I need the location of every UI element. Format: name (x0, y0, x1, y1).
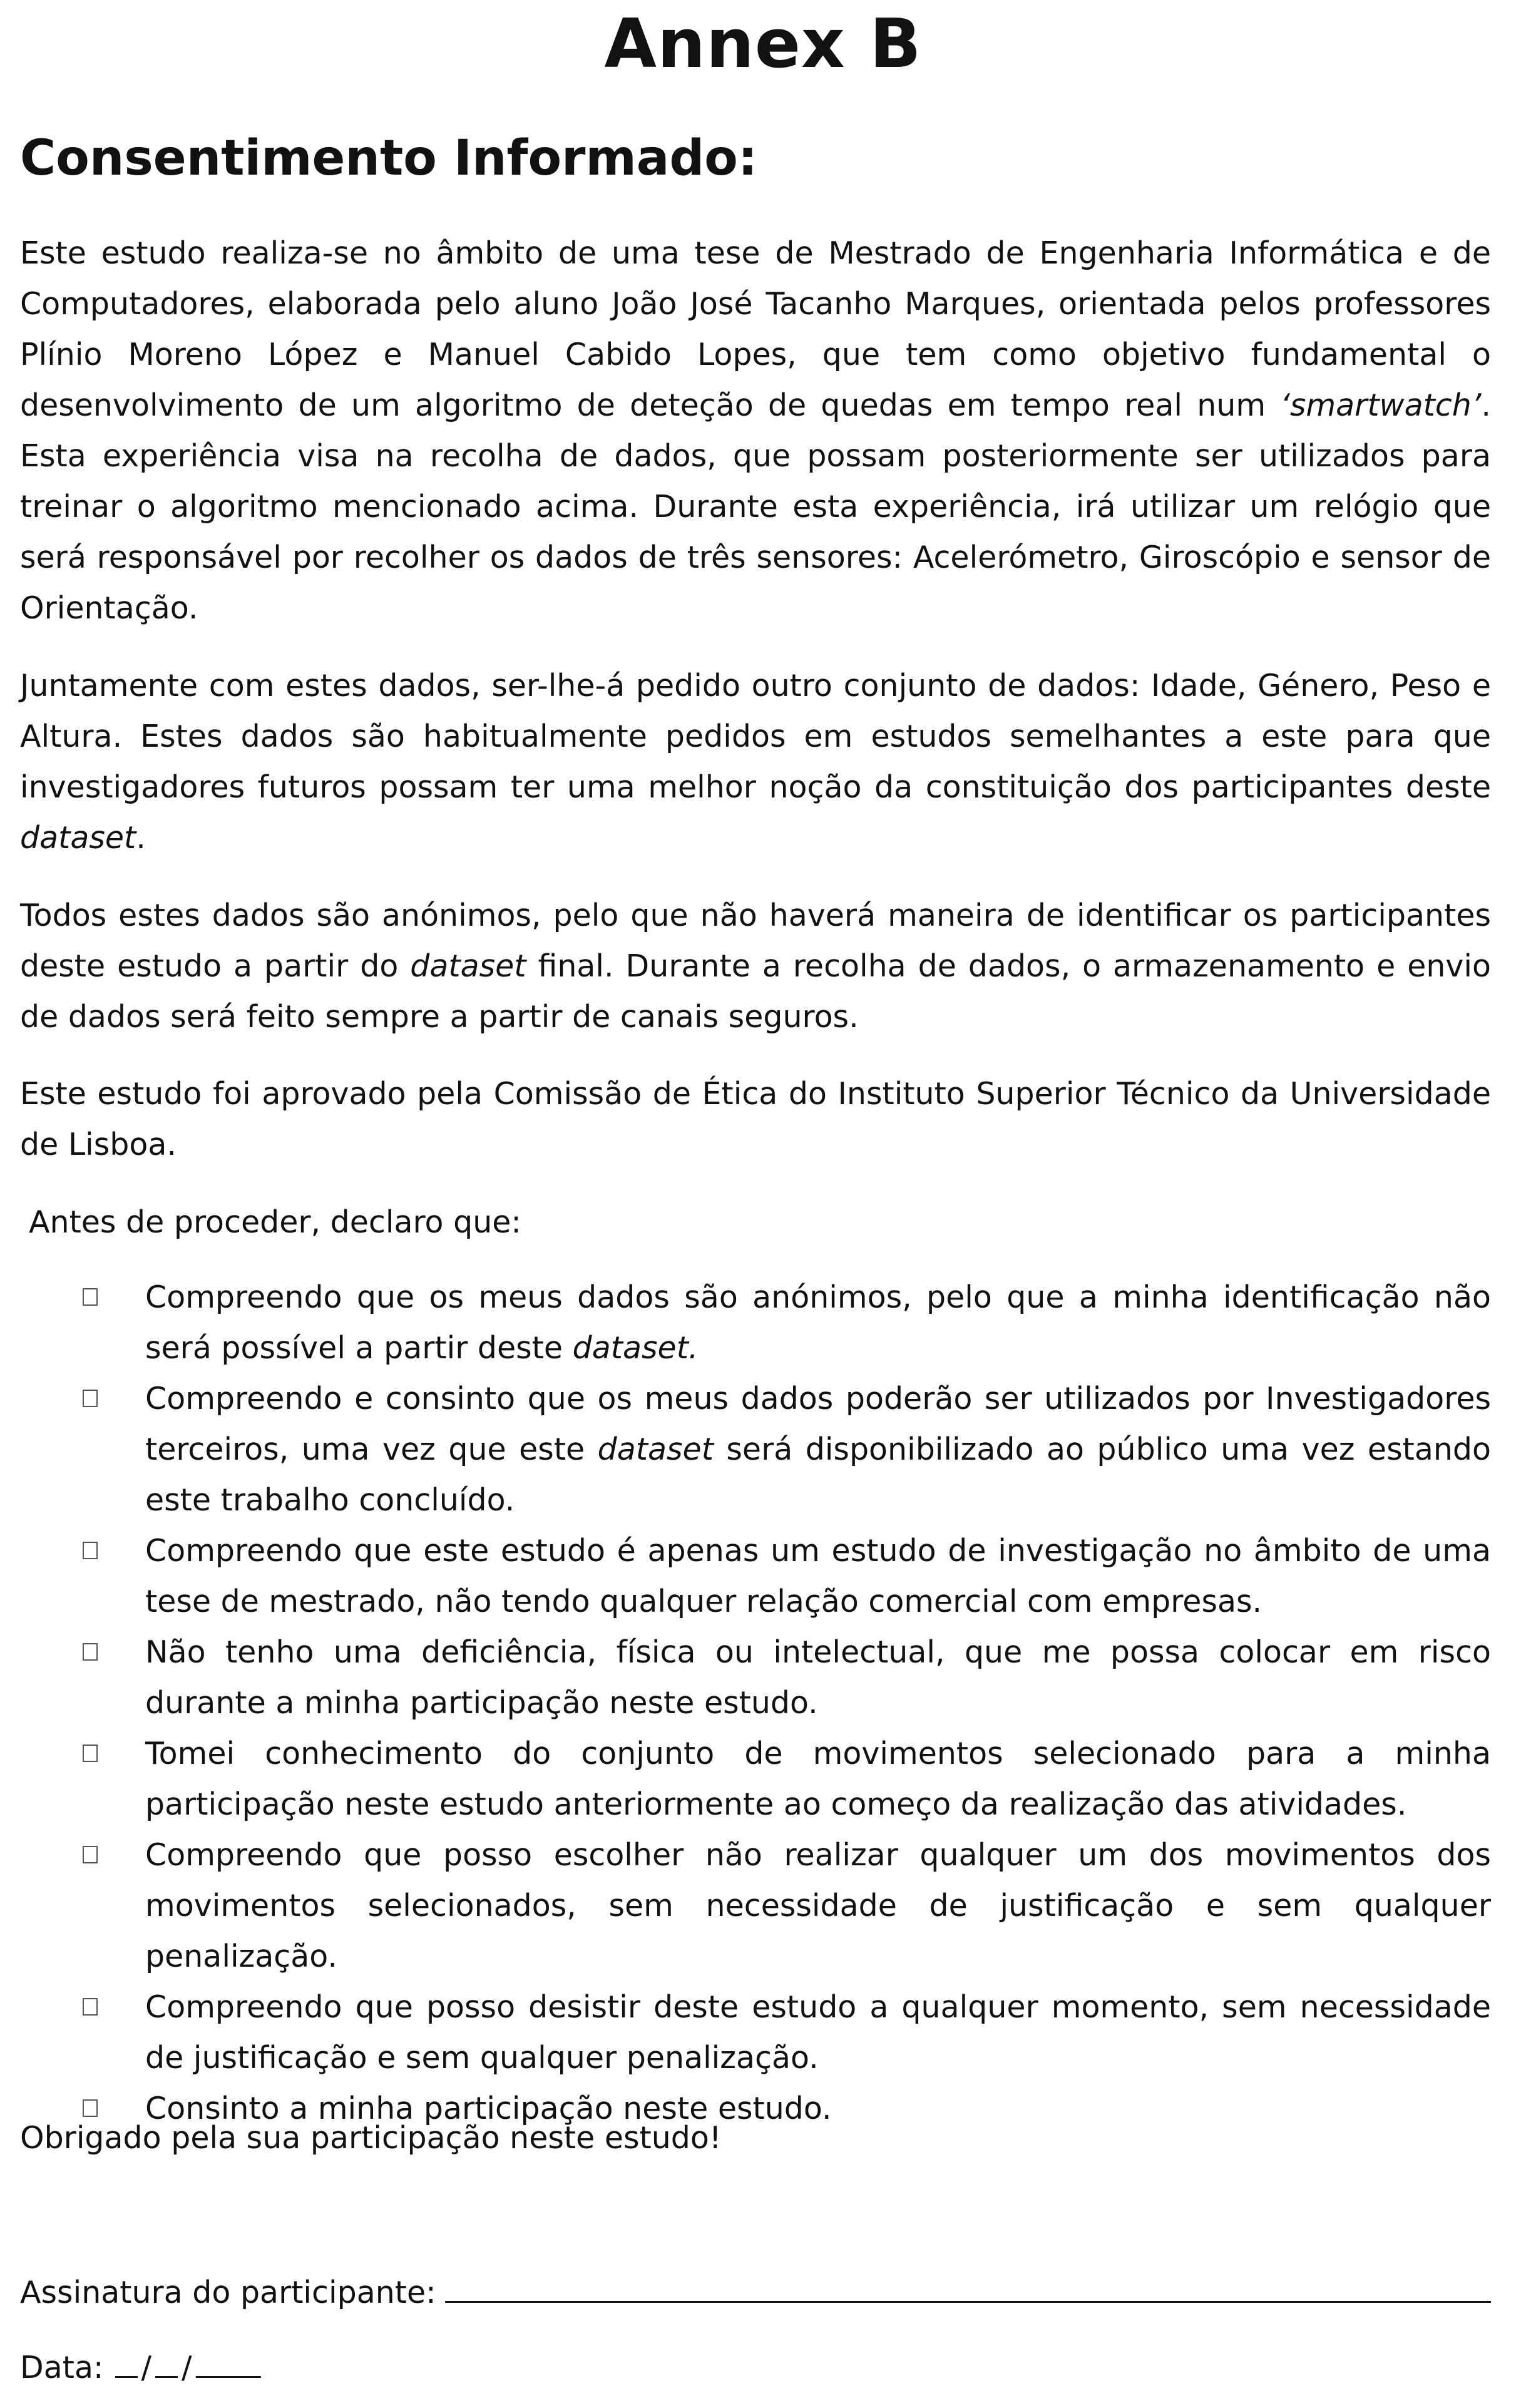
paragraph-emphasis: dataset (20, 820, 136, 856)
paragraph-study-description (20, 228, 1491, 633)
date-label: Data: (20, 2350, 104, 2385)
paragraph-anonymity (20, 890, 1491, 1042)
consent-item (83, 1627, 1491, 1728)
signature-label: Assinatura do participante: (20, 2275, 436, 2310)
paragraph-text: Este estudo realiza-se no âmbito de uma tese de Mestrado de Engenharia Informática e de Computadores, elaborada pelo aluno João José Tacanho Marques, orientada pelos professores Plínio Moreno López e Manuel Cabido Lopes, que tem como objetivo fundamental o desenvolvimento de um algoritmo de deteção de quedas em tempo real num (20, 235, 1491, 423)
section-title: Consentimento Informado: (20, 130, 758, 187)
consent-item (83, 1728, 1491, 1830)
paragraph-text: final. Durante a recolha de dados, o armazenamento e envio de dados será feito sempre a partir de canais seguros. (20, 948, 1491, 1035)
paragraph-text: Todos estes dados são anónimos, pelo que não haverá maneira de identificar os participantes deste estudo a partir do (20, 898, 1491, 984)
thanks-message: Obrigado pela sua participação neste estudo! (20, 2120, 722, 2156)
declaration-intro: Antes de proceder, declaro que: (29, 1204, 521, 1240)
signature-field[interactable] (445, 2266, 1491, 2303)
consent-checkbox[interactable] (83, 1846, 98, 1863)
consent-item-emphasis: dataset (597, 1432, 714, 1467)
consent-item (83, 1982, 1491, 2083)
date-year-field[interactable] (196, 2344, 261, 2378)
consent-item-text: Não tenho uma deficiência, física ou intelectual, que me possa colocar em risco durante a minha participação neste estudo. (145, 1634, 1491, 1721)
consent-item-text: Compreendo que posso desistir deste estudo a qualquer momento, sem necessidade de justificação e sem qualquer penalização. (145, 1989, 1491, 2076)
paragraph-text: . Esta experiência visa na recolha de dados, que possam posteriormente ser utilizados para treinar o algoritmo mencionado acima. Durante esta experiência, irá utilizar um relógio que será responsável por recolher os dados de três sensores: Acelerómetro, Giroscópio e sensor de Orientação. (20, 387, 1491, 626)
paragraph-text: . (136, 820, 146, 856)
consent-item-emphasis: dataset. (572, 1330, 699, 1366)
date-row (20, 2342, 261, 2393)
annex-title: Annex B (604, 5, 922, 83)
consent-checkbox[interactable] (83, 1390, 98, 1407)
consent-item-text: Compreendo e consinto que os meus dados poderão ser utilizados por Investigadores terceiros, uma vez que este (145, 1381, 1491, 1467)
consent-item-text: Compreendo que este estudo é apenas um estudo de investigação no âmbito de uma tese de mestrado, não tendo qualquer relação comercial com empresas. (145, 1533, 1491, 1619)
consent-item-text: Tomei conhecimento do conjunto de movimentos selecionado para a minha participação neste estudo anteriormente ao começo da realização das atividades. (145, 1736, 1491, 1822)
date-month-field[interactable] (155, 2344, 178, 2378)
consent-item-text: Consinto a minha participação neste estudo. (145, 2091, 832, 2126)
paragraph-text: Juntamente com estes dados, ser-lhe-á pedido outro conjunto de dados: Idade, Género, Peso e Altura. Estes dados são habitualmente pedidos em estudos semelhantes a este para que investigadores futuros possam ter uma melhor noção da constituição dos participantes deste (20, 668, 1491, 805)
date-day-field[interactable] (115, 2344, 138, 2378)
consent-item-text: Compreendo que os meus dados são anónimos, pelo que a minha identificação não será possível a partir deste (145, 1279, 1491, 1366)
paragraph-ethics-approval: Este estudo foi aprovado pela Comissão de Ética do Instituto Superior Técnico da Universidade de Lisboa. (20, 1076, 1491, 1162)
consent-checkbox[interactable] (83, 1542, 98, 1559)
paragraph-additional-data (20, 660, 1491, 863)
consent-checkbox[interactable] (83, 1745, 98, 1762)
paragraph-emphasis: ‘smartwatch’ (1280, 387, 1482, 423)
consent-item (83, 1525, 1491, 1627)
consent-checkbox[interactable] (83, 1998, 98, 2016)
date-separator: / (182, 2350, 192, 2385)
consent-checklist (83, 1272, 1491, 2134)
consent-checkbox[interactable] (83, 1288, 98, 1306)
consent-item-text: será disponibilizado ao público uma vez estando este trabalho concluído. (145, 1432, 1491, 1518)
signature-row (20, 2266, 1491, 2318)
consent-item (83, 1373, 1491, 1525)
consent-checkbox[interactable] (83, 1643, 98, 1661)
paragraph-emphasis: dataset (410, 948, 526, 984)
date-separator: / (141, 2350, 152, 2385)
consent-item-text: Compreendo que posso escolher não realizar qualquer um dos movimentos dos movimentos selecionados, sem necessidade de justificação e sem qualquer penalização. (145, 1837, 1491, 1974)
consent-item (83, 1272, 1491, 1373)
consent-item (83, 1830, 1491, 1982)
